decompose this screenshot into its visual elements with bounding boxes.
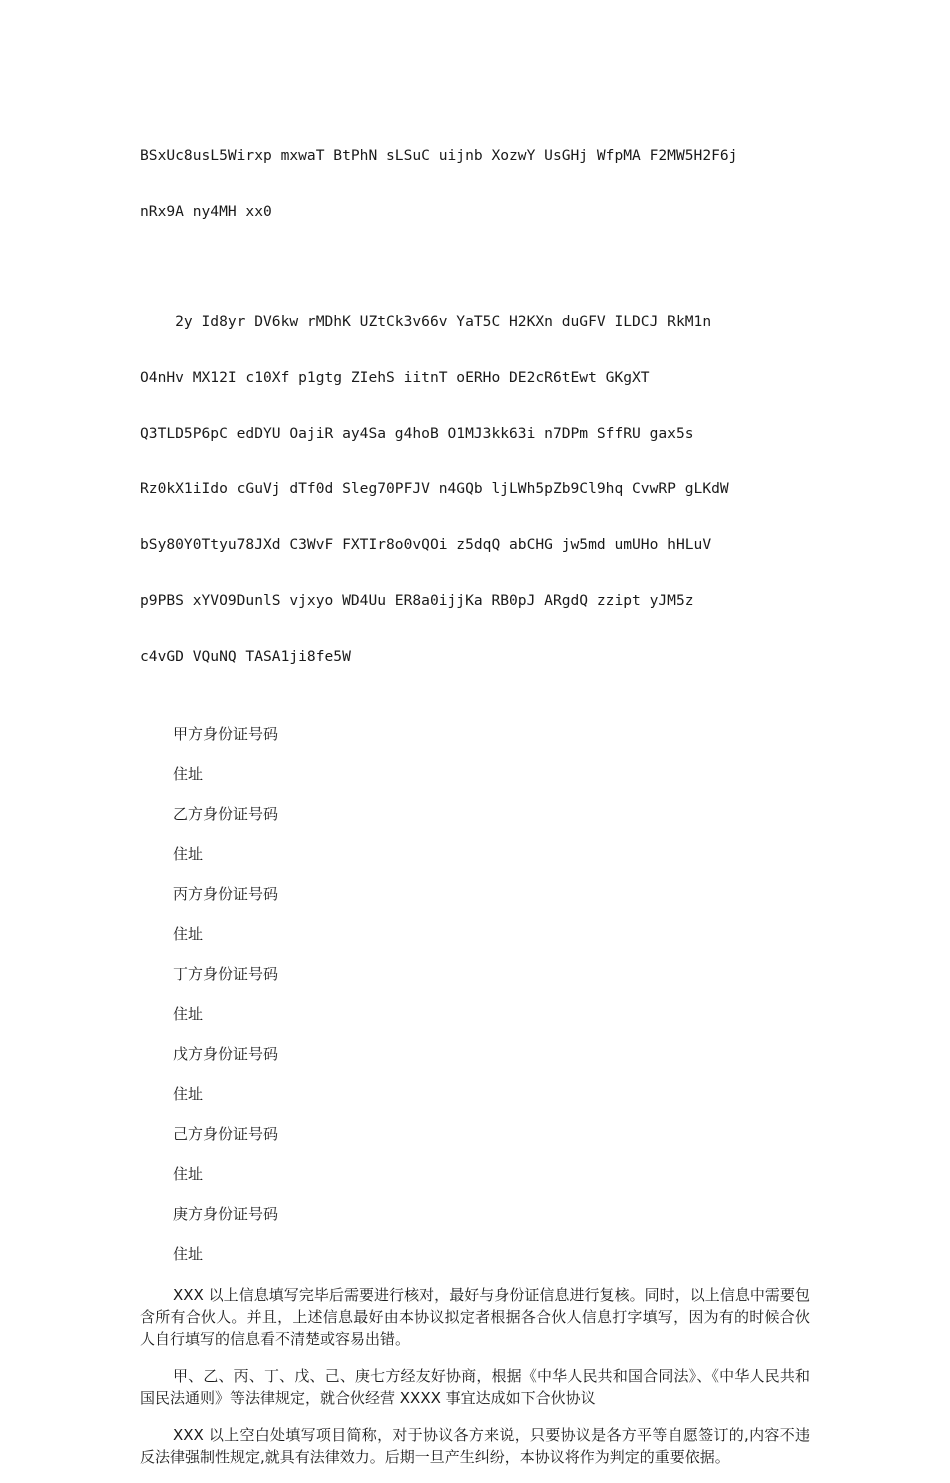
party-b-id-label: 乙方身份证号码 [173,805,279,824]
party-e-address-label: 住址 [173,1085,204,1104]
party-f-address-label: 住址 [173,1165,204,1184]
code-line: bSy80Y0Ttyu78JXd C3WvF FXTIr8o0vQOi z5dqQ abCHG jw5md umUHo hHLuV [140,536,712,554]
party-e-id-label: 戊方身份证号码 [173,1045,279,1064]
code-text-block-2 [140,276,810,704]
party-g-address-label: 住址 [173,1245,204,1264]
code-line: c4vGD VQuNQ TASA1ji8fe5W [140,647,351,665]
document-page [140,110,810,1483]
code-text-block-1 [140,110,810,259]
code-line: p9PBS xYVO9DunlS vjxyo WD4Uu ER8a0ijjKa RB0pJ ARgdQ zzipt yJM5z [140,591,694,609]
party-g-id-label: 庚方身份证号码 [173,1205,279,1224]
code-line: Rz0kX1iIdo cGuVj dTf0d Sleg70PFJV n4GQb ljLWh5pZb9Cl9hq CvwRP gLKdW [140,480,729,498]
legal-effect-paragraph: XXX 以上空白处填写项目简称，对于协议各方来说，只要协议是各方平等自愿签订的,内容不违反法律强制性规定,就具有法律效力。后期一旦产生纠纷，本协议将作为判定的重要依据。 [140,1426,810,1467]
code-line: Q3TLD5P6pC edDYU OajiR ay4Sa g4hoB O1MJ3kk63i n7DPm SffRU gax5s [140,424,694,442]
party-a-address-label: 住址 [173,765,204,784]
party-c-address-label: 住址 [173,925,204,944]
code-line: BSxUc8usL5Wirxp mxwaT BtPhN sLSuC uijnb XozwY UsGHj WfpMA F2MW5H2F6j [140,147,738,165]
party-a-id-label: 甲方身份证号码 [173,725,279,744]
code-line: O4nHv MX12I c10Xf p1gtg ZIehS iitnT oERHo DE2cR6tEwt GKgXT [140,368,650,386]
party-d-id-label: 丁方身份证号码 [173,965,279,984]
code-line: nRx9A ny4MH xx0 [140,202,272,220]
party-d-address-label: 住址 [173,1005,204,1024]
info-verification-paragraph: XXX 以上信息填写完毕后需要进行核对，最好与身份证信息进行复核。同时，以上信息中需要包含所有合伙人。并且，上述信息最好由本协议拟定者根据各合伙人信息打字填写，因为有的时候合伙人自行填写的信息看不清楚或容易出错。 [140,1286,810,1349]
code-line: 2y Id8yr DV6kw rMDhK UZtCk3v66v YaT5C H2KXn duGFV ILDCJ RkM1n [140,312,712,330]
agreement-intro-paragraph: 甲、乙、丙、丁、戊、己、庚七方经友好协商，根据《中华人民共和国合同法》、《中华人民共和国民法通则》等法律规定，就合伙经营 XXXX 事宜达成如下合伙协议 [140,1367,810,1408]
party-fields [140,724,810,1264]
party-b-address-label: 住址 [173,845,204,864]
party-c-id-label: 丙方身份证号码 [173,885,279,904]
party-f-id-label: 己方身份证号码 [173,1125,279,1144]
